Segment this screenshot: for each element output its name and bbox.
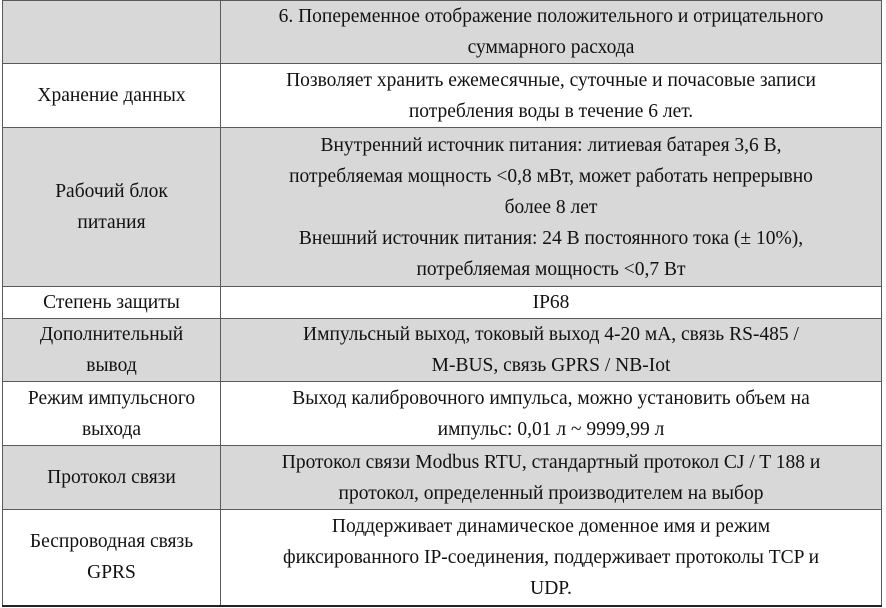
row-value-line: M-BUS, связь GPRS / NB-Iot: [431, 355, 671, 376]
row-label: [3, 287, 221, 319]
row-label-text: Режим импульсного: [27, 387, 196, 409]
row-value-line: фиксированного IP-соединения, поддерживает протоколы TCP и: [282, 546, 820, 568]
row-value: [221, 1, 882, 64]
row-label: [3, 382, 221, 446]
spec-table: [2, 0, 882, 607]
row-label-text: выхода: [81, 418, 142, 440]
row-label-text: Дополнительный: [39, 324, 184, 345]
row-value: [221, 128, 882, 287]
table-row: [3, 382, 882, 446]
table-row: [3, 287, 882, 319]
row-value-line: Внешний источник питания: 24 В постоянного тока (± 10%),: [298, 227, 804, 249]
table-row: [3, 446, 882, 510]
row-value: [221, 446, 882, 510]
row-label: [3, 128, 221, 287]
row-value: [221, 64, 882, 128]
row-label-text: Протокол связи: [47, 467, 176, 488]
row-label-text: Беспроводная связь: [29, 531, 194, 553]
row-label: [3, 319, 221, 382]
row-value-line: Выход калибровочного импульса, можно установить объем на: [292, 387, 810, 409]
row-value-line: суммарного расхода: [467, 37, 635, 58]
row-label-text: Рабочий блок: [55, 181, 168, 202]
row-value-line: более 8 лет: [504, 196, 598, 218]
row-label-text: вывод: [86, 355, 137, 376]
row-label: [3, 510, 221, 606]
table-row: [3, 128, 882, 287]
table-row: [3, 319, 882, 382]
row-label-text: GPRS: [87, 562, 136, 584]
row-value-line: потребления воды в течение 6 лет.: [408, 100, 694, 122]
row-value-line: UDP.: [530, 577, 572, 599]
row-label-text: Степень защиты: [43, 292, 180, 313]
row-label: [3, 1, 221, 64]
row-value-line: Поддерживает динамическое доменное имя и режим: [331, 515, 771, 537]
row-value: [221, 382, 882, 446]
row-value-line: Протокол связи Modbus RTU, стандартный протокол CJ / T 188 и: [281, 451, 821, 473]
row-value-line: импульс: 0,01 л ~ 9999,99 л: [437, 418, 665, 440]
row-label-text: питания: [77, 212, 146, 233]
row-value-line: Позволяет хранить ежемесячные, суточные и почасовые записи: [286, 69, 816, 91]
table-row: [3, 64, 882, 128]
row-value: [221, 319, 882, 382]
row-value: [221, 287, 882, 319]
table-row: [3, 510, 882, 606]
row-value-line: протокол, определенный производителем на выбор: [338, 482, 764, 504]
row-label: [3, 64, 221, 128]
row-value-line: потребляемая мощность <0,7 Вт: [416, 258, 686, 280]
row-label: [3, 446, 221, 510]
row-value-line: Импульсный выход, токовый выход 4-20 мА, связь RS-485 /: [303, 324, 799, 345]
row-value-line: 6. Попеременное отображение положительного и отрицательного: [278, 6, 824, 27]
row-label-text: Хранение данных: [37, 85, 186, 106]
row-value: [221, 510, 882, 606]
table-row: [3, 1, 882, 64]
row-value-line: IP68: [532, 292, 570, 313]
row-value-line: Внутренний источник питания: литиевая батарея 3,6 В,: [320, 134, 782, 156]
row-value-line: потребляемая мощность <0,8 мВт, может работать непрерывно: [289, 165, 813, 187]
